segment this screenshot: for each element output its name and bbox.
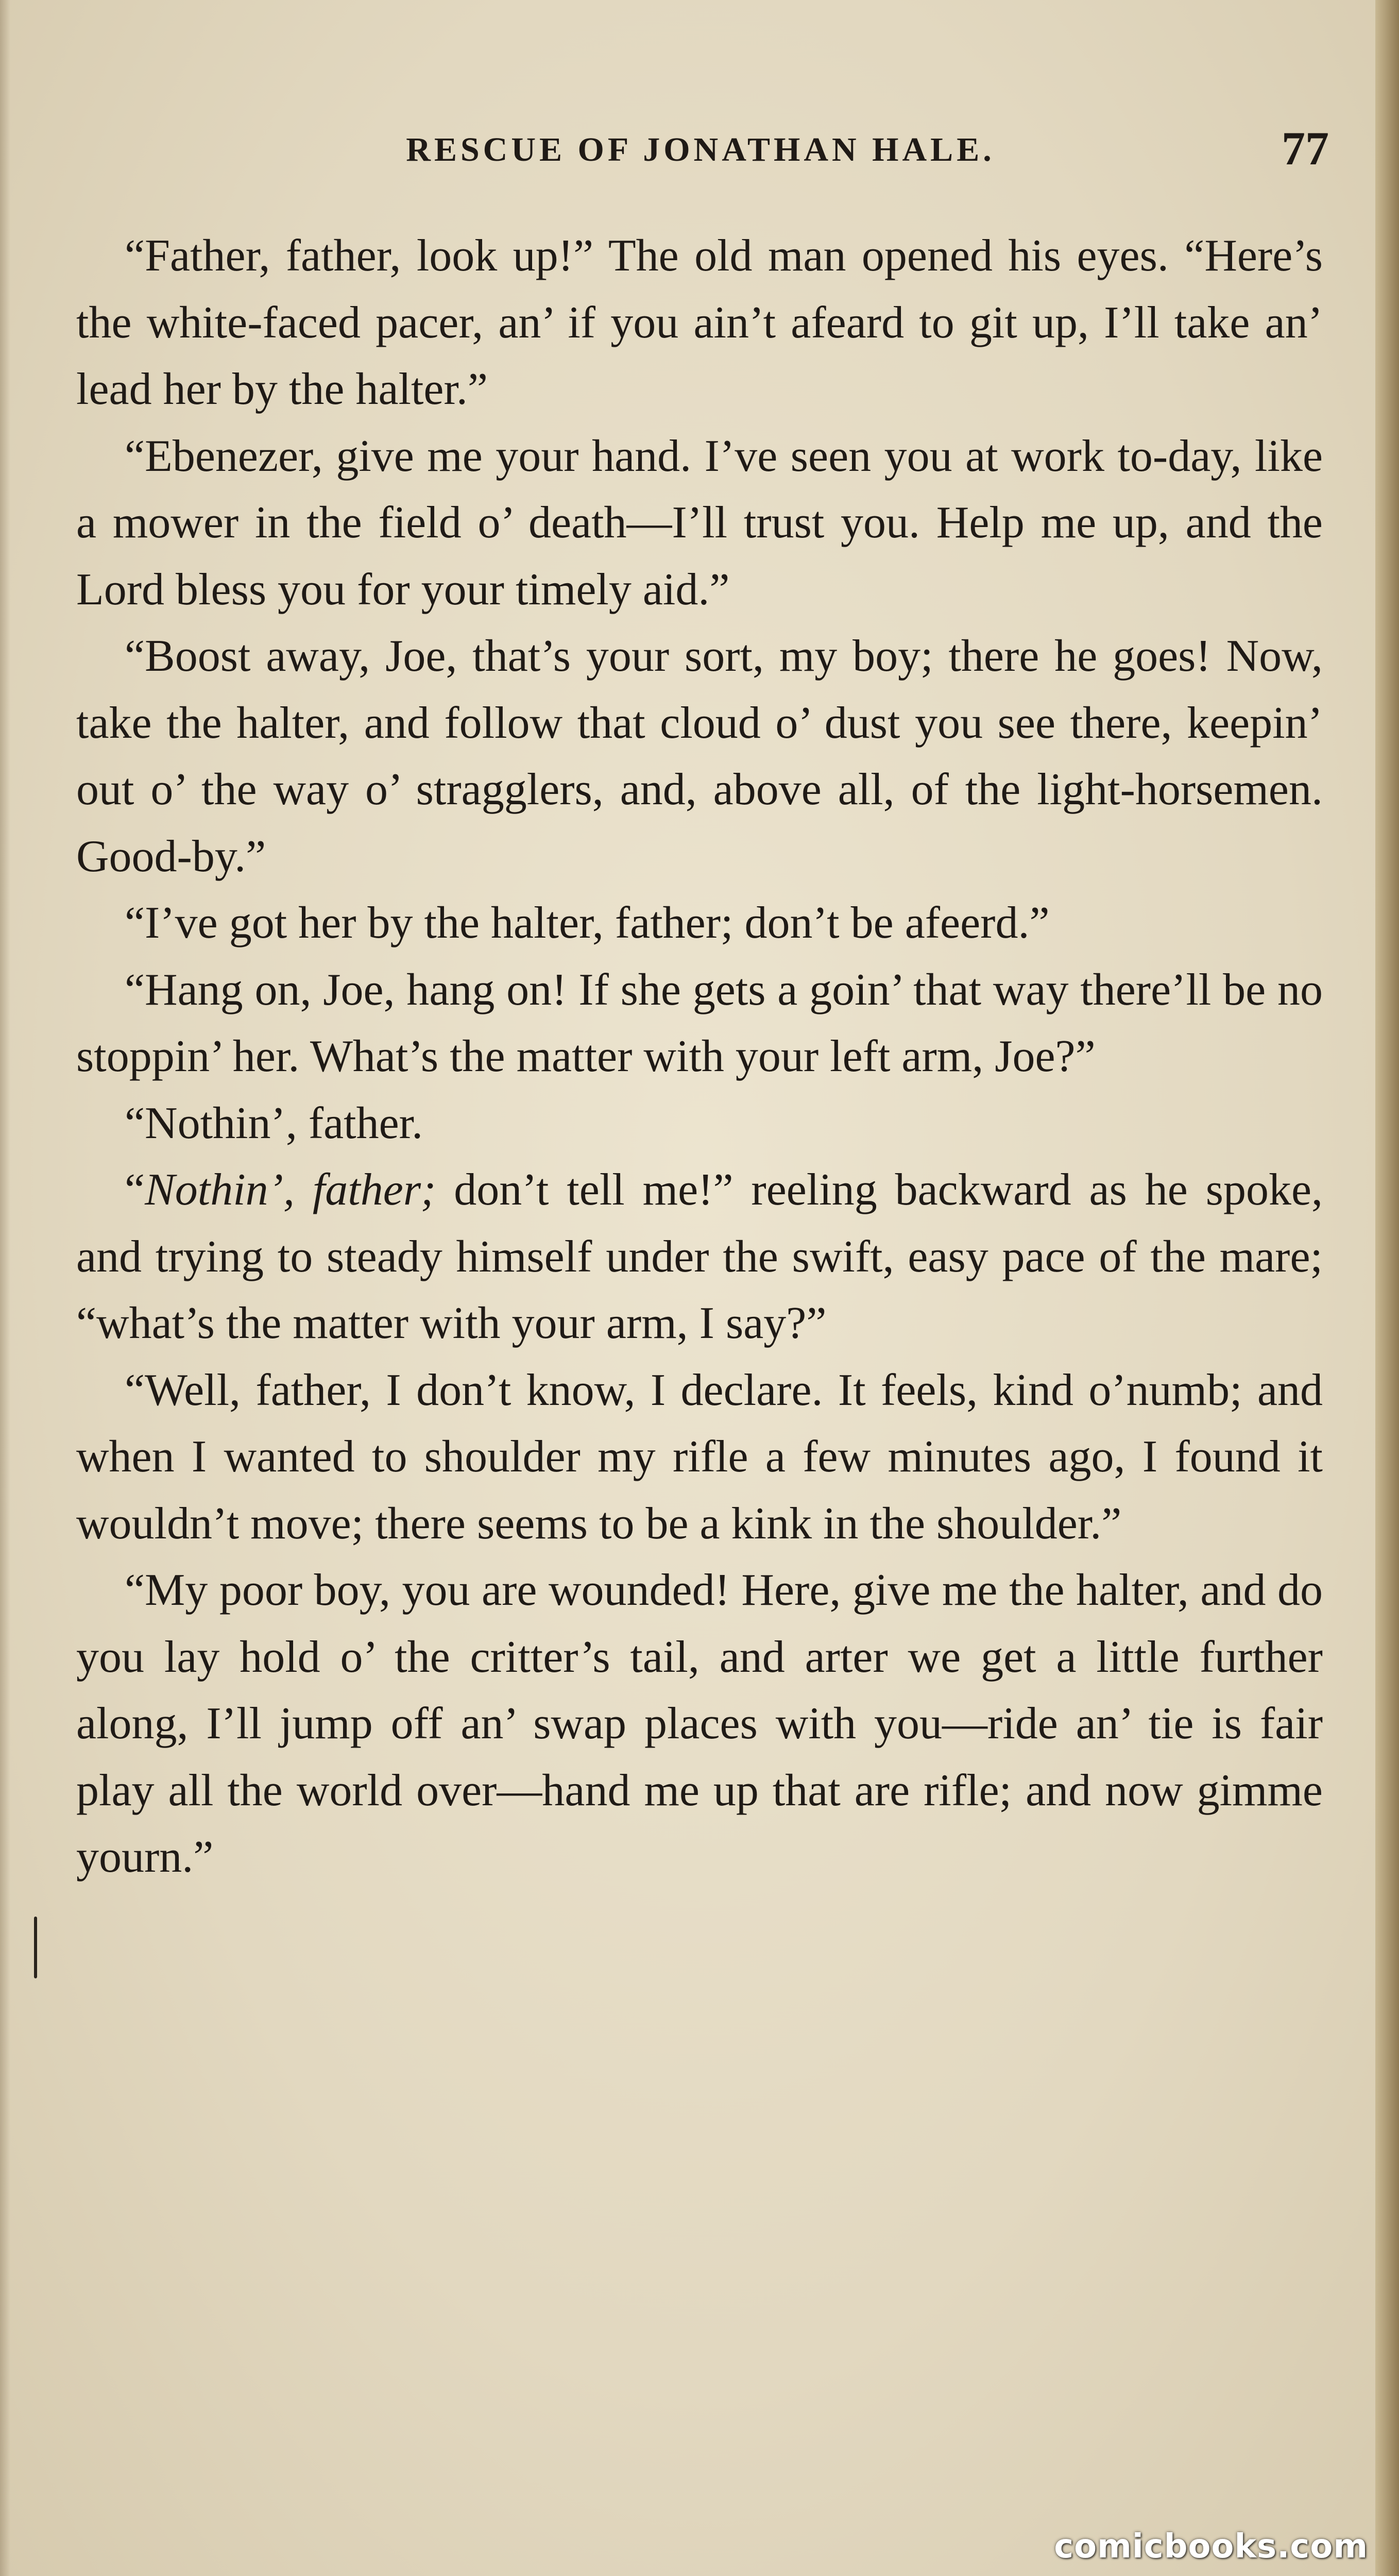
margin-pencil-mark xyxy=(34,1917,37,1978)
paragraph-7 xyxy=(76,1157,1323,1357)
page-header xyxy=(72,121,1329,178)
paragraph-9: “My poor boy, you are wounded! Here, give me the halter, and do you lay hold o’ the critter’s tail, and arter we get a little further along, I’ll jump off an’ swap places with you—ride an’ tie is fair play all the world over—hand me up that are rifle; and now gimme yourn.” xyxy=(76,1565,1323,1882)
page-number: 77 xyxy=(1282,122,1329,175)
running-title: RESCUE OF JONATHAN HALE. xyxy=(406,131,995,168)
paragraph-3: “Boost away, Joe, that’s your sort, my boy; there he goes! Now, take the halter, and follow that cloud o’ dust you see there, keepin’ out o’ the way o’ stragglers, and, above all, of the light-horsemen. Good-by.” xyxy=(76,631,1323,882)
paragraph-8: “Well, father, I don’t know, I declare. It feels, kind o’numb; and when I wanted to shoulder my rifle a few minutes ago, I found it wouldn’t move; there seems to be a kink in the shoulder.” xyxy=(76,1365,1323,1549)
paragraph-2: “Ebenezer, give me your hand. I’ve seen you at work to-day, like a mower in the field o’ death—I’ll trust you. Help me up, and the Lord bless you for your timely aid.” xyxy=(76,431,1323,615)
paragraph-4: “I’ve got her by the halter, father; don’t be afeerd.” xyxy=(125,898,1050,948)
paragraph-7-open-quote: “ xyxy=(125,1165,145,1215)
paragraph-7-italic: Nothin’, father; xyxy=(145,1165,436,1215)
page-left-shadow xyxy=(0,0,10,2576)
paragraph-1: “Father, father, look up!” The old man opened his eyes. “Here’s the white-faced pacer, an’ if you ain’t afeard to git up, I’ll take an’ lead her by the halter.” xyxy=(76,231,1323,414)
body-text xyxy=(76,223,1323,1891)
paragraph-7-rest: don’t tell me!” reeling backward as he spoke, and trying to steady himself under the swift, easy pace of the mare; “what’s the matter with your arm, I say?” xyxy=(76,1165,1323,1348)
watermark: comicbooks.com xyxy=(1054,2528,1368,2566)
page-binding-edge xyxy=(1375,0,1399,2576)
paragraph-6: “Nothin’, father. xyxy=(125,1098,423,1148)
paragraph-5: “Hang on, Joe, hang on! If she gets a goin’ that way there’ll be no stoppin’ her. What’s the matter with your left arm, Joe?” xyxy=(76,964,1323,1081)
